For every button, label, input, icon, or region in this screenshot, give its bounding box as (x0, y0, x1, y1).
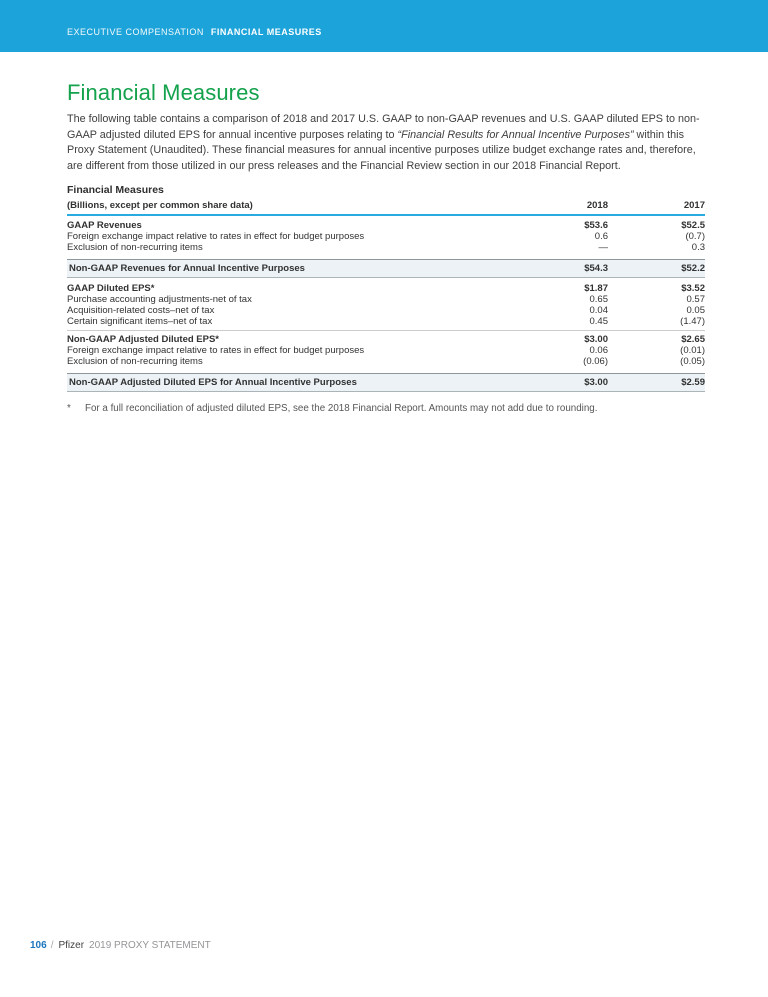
row-value-2018: 0.65 (589, 294, 608, 306)
table-row (67, 231, 705, 242)
table-row (67, 356, 705, 367)
row-label: Purchase accounting adjustments-net of tax (67, 294, 252, 306)
financial-measures-table (67, 200, 705, 392)
top-bar (0, 0, 768, 52)
row-value-2018: $53.6 (584, 220, 608, 232)
page-number: 106 (30, 940, 47, 951)
table-row (67, 305, 705, 316)
row-value-2018: 0.6 (594, 231, 608, 243)
footer-separator: / (50, 940, 54, 951)
row-label: Non-GAAP Revenues for Annual Incentive Purposes (69, 263, 305, 275)
row-value-2018: — (598, 242, 608, 254)
row-label: Foreign exchange impact relative to rates in effect for budget purposes (67, 345, 365, 357)
intro-italic-reference: “Financial Results for Annual Incentive Purposes” (397, 128, 634, 141)
row-value-2018: 0.45 (589, 316, 608, 328)
row-value-2017: $2.59 (681, 377, 705, 389)
table-title: Financial Measures (67, 184, 164, 197)
table-row (67, 216, 705, 231)
row-value-2017: 0.3 (691, 242, 705, 254)
row-label: Exclusion of non-recurring items (67, 242, 203, 254)
row-value-2017: $52.2 (681, 263, 705, 275)
intro-part1: The following table contains a comparison of 2018 and 2017 U.S. GAAP to non-GAAP revenues and U.S. GAAP diluted EPS to non-GAAP adjusted diluted EPS for annual incentive purposes relating to (67, 113, 700, 141)
row-value-2018: $1.87 (584, 283, 608, 295)
row-value-2017: (1.47) (680, 316, 705, 328)
row-label: Certain significant items–net of tax (67, 316, 213, 328)
table-row (67, 345, 705, 356)
row-label: Non-GAAP Adjusted Diluted EPS* (67, 334, 220, 346)
footer-company: Pfizer (58, 940, 85, 951)
row-value-2017: (0.01) (680, 345, 705, 357)
footnote-marker: * (67, 403, 71, 415)
row-label: Foreign exchange impact relative to rates in effect for budget purposes (67, 231, 365, 243)
breadcrumb-section: EXECUTIVE COMPENSATION (67, 27, 204, 37)
row-value-2017: 0.05 (686, 305, 705, 317)
table-row (67, 294, 705, 305)
row-label: GAAP Diluted EPS* (67, 283, 155, 295)
footer-document-title: 2019 PROXY STATEMENT (89, 940, 211, 951)
content-column (67, 80, 705, 415)
table-header-col-2017: 2017 (683, 200, 705, 212)
row-value-2018: 0.04 (589, 305, 608, 317)
row-value-2017: $2.65 (681, 334, 705, 346)
row-value-2017: $3.52 (681, 283, 705, 295)
table-row (67, 316, 705, 327)
intro-paragraph (67, 112, 705, 174)
row-value-2018: (0.06) (583, 356, 608, 368)
table-header-row (67, 200, 705, 216)
table-row (67, 330, 705, 345)
row-value-2018: $3.00 (584, 334, 608, 346)
row-value-2017: (0.05) (680, 356, 705, 368)
intro-part2: within this Proxy Statement (Unaudited). These financial measures for annual incentive purposes utilize budget exchange rates and, therefore, are different from those utilized in our press releases and the Financial Review section in our 2018 Financial Report. (67, 128, 696, 172)
row-label: GAAP Revenues (67, 220, 142, 232)
footnote-text: For a full reconciliation of adjusted diluted EPS, see the 2018 Financial Report. Amounts may not add due to rounding. (85, 403, 598, 415)
row-label: Exclusion of non-recurring items (67, 356, 203, 368)
page-footer (30, 940, 211, 951)
row-label: Acquisition-related costs–net of tax (67, 305, 215, 317)
row-value-2017: $52.5 (681, 220, 705, 232)
table-row (67, 242, 705, 253)
row-value-2017: (0.7) (685, 231, 705, 243)
row-value-2018: $54.3 (584, 263, 608, 275)
table-row-subtotal (67, 373, 705, 392)
row-value-2018: $3.00 (584, 377, 608, 389)
row-label: Non-GAAP Adjusted Diluted EPS for Annual Incentive Purposes (69, 377, 357, 389)
table-header-label: (Billions, except per common share data) (67, 200, 253, 212)
breadcrumb (67, 27, 322, 37)
table-row (67, 280, 705, 294)
table-header-col-2018: 2018 (586, 200, 608, 212)
breadcrumb-subsection: FINANCIAL MEASURES (210, 27, 322, 37)
table-footnote (67, 402, 705, 415)
table-row-subtotal (67, 259, 705, 278)
page-title: Financial Measures (67, 80, 260, 105)
row-value-2018: 0.06 (589, 345, 608, 357)
row-value-2017: 0.57 (686, 294, 705, 306)
